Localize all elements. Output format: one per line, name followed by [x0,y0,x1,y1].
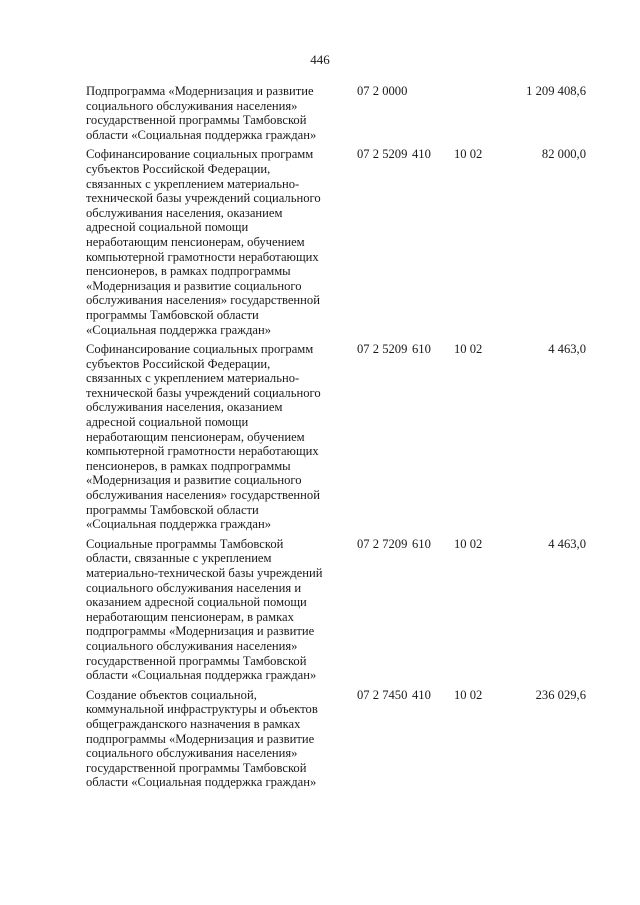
description-line: компьютерной грамотности неработающих [86,249,319,264]
table-row [86,688,586,790]
description-line: обслуживания населения, оказанием [86,205,283,220]
description-line: технической базы учреждений социального [86,191,321,206]
description-line: связанных с укреплением материально- [86,176,300,191]
description-line: материально-технической базы учреждений [86,566,323,580]
expense-type: 410 [412,147,431,162]
description-line: государственной программы Тамбовской [86,760,307,775]
target-code: 07 2 7450 [357,687,408,702]
description-line: обслуживания населения» государственной [86,488,320,503]
target-code: 07 2 0000 [357,84,408,98]
description-line: программы Тамбовской области [86,502,259,517]
description-line: государственной программы Тамбовской [86,113,307,128]
description-line: обслуживания населения, оказанием [86,400,283,415]
target-code: 07 2 5209 [357,147,408,162]
section-code: 10 02 [454,342,483,357]
description-line: связанных с укреплением материально- [86,371,300,386]
description-line: Социальные программы Тамбовской [86,536,284,551]
description-line: пенсионеров, в рамках подпрограммы [86,264,291,279]
expense-type: 410 [412,687,431,702]
description-line: области «Социальная поддержка граждан» [86,668,317,683]
section-code: 10 02 [454,147,483,162]
description-line: общегражданского назначения в рамках [86,716,301,731]
target-code: 07 2 5209 [357,342,408,357]
description-line: социального обслуживания населения» [86,98,298,113]
amount: 4 463,0 [548,342,586,357]
amount: 1 209 408,6 [526,84,586,98]
description-line: неработающим пенсионерам, в рамках [86,609,294,624]
description-line: коммунальной инфраструктуры и объектов [86,702,318,717]
description-line: Софинансирование социальных программ [86,147,314,162]
description-line: Подпрограмма «Модернизация и развитие [86,84,314,98]
description-line: оказанием адресной социальной помощи [86,595,307,610]
description-line: субъектов Российской Федерации, [86,161,271,176]
table-row [86,84,586,142]
description-line: «Социальная поддержка граждан» [86,517,272,532]
description-line: социального обслуживания населения» [86,746,298,761]
description-line: области «Социальная поддержка граждан» [86,127,317,142]
amount: 4 463,0 [548,536,586,551]
amount: 82 000,0 [541,147,586,162]
description-line: «Социальная поддержка граждан» [86,322,272,337]
description-line: программы Тамбовской области [86,307,259,322]
description-line: компьютерной грамотности неработающих [86,444,319,459]
description-line: неработающим пенсионерам, обучением [86,429,305,444]
description-line: адресной социальной помощи [86,415,249,430]
target-code: 07 2 7209 [357,536,408,551]
description-line: Софинансирование социальных программ [86,342,314,357]
description-line: пенсионеров, в рамках подпрограммы [86,458,291,473]
page-number: 446 [310,52,330,67]
budget-table [86,84,586,795]
expense-type: 610 [412,342,431,357]
description-line: подпрограммы «Модернизация и развитие [86,624,315,639]
description-line: «Модернизация и развитие социального [86,473,302,488]
description-line: субъектов Российской Федерации, [86,356,271,371]
row-description [86,147,344,337]
row-description [86,342,344,532]
description-line: подпрограммы «Модернизация и развитие [86,731,315,746]
description-line: области, связанные с укреплением [86,551,272,566]
table-row [86,537,586,683]
description-line: области «Социальная поддержка граждан» [86,775,317,790]
amount: 236 029,6 [535,687,586,702]
row-description [86,84,344,142]
table-row [86,342,586,532]
description-line: Создание объектов социальной, [86,687,257,702]
description-line: социального обслуживания населения и [86,580,302,595]
section-code: 10 02 [454,536,483,551]
description-line: адресной социальной помощи [86,220,249,235]
description-line: неработающим пенсионерам, обучением [86,234,305,249]
description-line: технической базы учреждений социального [86,385,321,400]
description-line: государственной программы Тамбовской [86,653,307,668]
description-line: обслуживания населения» государственной [86,293,320,308]
section-code: 10 02 [454,687,483,702]
description-line: «Модернизация и развитие социального [86,278,302,293]
table-row [86,147,586,337]
expense-type: 610 [412,536,431,551]
description-line: социального обслуживания населения» [86,638,298,653]
row-description [86,537,344,683]
row-description [86,688,344,790]
